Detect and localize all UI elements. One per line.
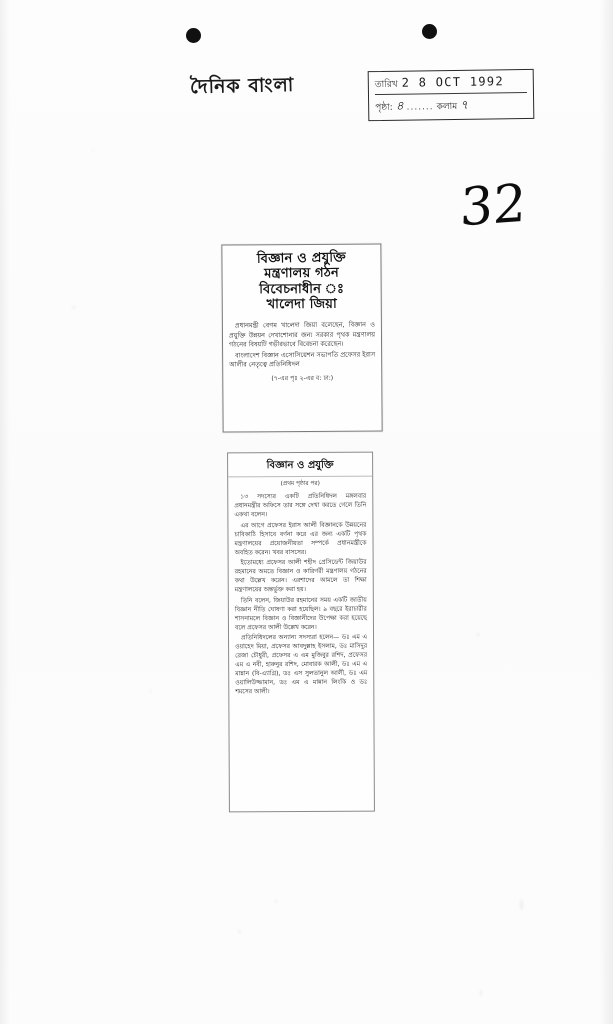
headline-line-2: মন্ত্রণালয় গঠন [264, 265, 340, 282]
scan-artifact [150, 690, 152, 692]
scan-artifact [92, 150, 94, 152]
headline-line-4: খালেদা জিয়া [266, 296, 337, 313]
stamp-dots-1: ....... [406, 102, 434, 113]
body-paragraph: তিনি বলেন, জিয়াউর রহমানের সময় একটি জাতীয় বিজ্ঞান নীতি ঘোষণা করা হয়েছিল। ৯ বছরে ইরাচারীর শাসনামলে বিজ্ঞান ও বিজ্ঞানীদের উপেক্ষা করা হয়েছে বলে প্রফেসর আলী উল্লেখ করেন। [234, 596, 367, 632]
scan-artifact [520, 900, 523, 910]
lede-paragraph: প্রধানমন্ত্রী বেগম খালেদা জিয়া বলেছেন, বিজ্ঞান ও প্রযুক্তি উন্নয়ন দেখাশোনার জন্য সরকার পৃথক মন্ত্রণালয় গঠনের বিষয়টি গভীরভাবে বিবেচনা করেছেন। [228, 320, 376, 349]
body-paragraph: এর আগে প্রফেসর ইরাস আলী বিজ্ঞানকে উন্নয়নের চাবিকাঠি হিসাবে বর্ণনা করে এর জন্য একটি পৃথক মন্ত্রণালয়ের প্রয়োজনীয়তা সম্পর্কে প্রধানমন্ত্রীকে অবহিত করেন। খবর বাসসের। [234, 521, 367, 556]
stamp-page-label: পৃষ্ঠা: [375, 102, 393, 114]
body-clipping-heading: বিজ্ঞান ও প্রযুক্তি [228, 453, 372, 478]
jump-note: (৭-এর পৃঃ ২-এর ব: ঢা:) [271, 374, 334, 382]
scan-artifact [480, 990, 482, 996]
stamp-column-value: ৭ [460, 97, 469, 112]
stamp-date-row [375, 74, 527, 95]
body-paragraph: ইতোমধ্যে প্রফেসর আলী শহীদ প্রেসিডেন্ট জিয়াউর রহমানের অমতে বিজ্ঞান ও কারিগরী মন্ত্রণালয় গঠনের কথা উল্লেখ করেন। এরশাদের আমলে তা শিক্ষা মন্ত্রণালয়ের অন্তর্ভুক্ত করা হয়। [234, 558, 367, 594]
headline-lede [223, 321, 381, 371]
headline-clipping [221, 243, 382, 432]
headline-block [222, 244, 380, 316]
body-clipping [227, 452, 375, 813]
punch-hole-left [186, 28, 201, 43]
body-clipping-subheading: (প্রথম পৃষ্ঠার পর) [280, 480, 320, 488]
handwritten-page-number: 32 [459, 173, 528, 239]
stamp-page-value: ৪ [395, 98, 404, 113]
punch-hole-right [422, 24, 437, 39]
body-paragraph: প্রতিনিধিদলের অন্যান্য সদস্যরা হলেন— ডঃ এম এ ওয়াহেদ মিয়া, প্রফেসর আবদুল্লাহ ইসলাম, ডঃ মাসিদুর রেজা চৌধুরী, প্রফেসর এ এম মুজিবুর রশিদ, প্রফেসর এম এ নবী, হারুনুর রশিদ, মোবারক আলী, ডঃ এম এ মান্নান (বি-এ্যাগ্রি), ডঃ এস সুলতানুল আলী, ডঃ এম ওয়ালিউজ্জামান, ডঃ এম এ মান্নান লিংকি ও ডঃ শমসের আলী। [235, 633, 368, 696]
body-paragraph: ১৩ সদস্যের একটি প্রতিনিধিদল মঙ্গলবার প্রধানমন্ত্রীর অফিসে তার সঙ্গে দেখা করতে গেলে তিনি একথা বলেন। [234, 492, 367, 519]
scan-artifact [238, 930, 241, 933]
body-clipping-column [228, 492, 373, 704]
headline-line-3: বিবেচনাধীন ঃ [259, 281, 345, 297]
stamp-date-value: 2 8 OCT 1992 [401, 74, 505, 90]
headline-line-1: বিজ্ঞান ও প্রযুক্তি [256, 250, 347, 267]
stamp-date-label: তারিখ [374, 79, 398, 91]
newspaper-masthead: দৈনিক বাংলা [189, 73, 295, 99]
date-stamp-box [368, 69, 535, 121]
lede-paragraph: বাংলাদেশ বিজ্ঞান এসোসিয়েশন সভাপতি প্রফেসর ইরাস আলীর নেতৃত্বে প্রতিনিধিদল [229, 350, 376, 369]
stamp-column-label: কলাম [436, 101, 458, 113]
stamp-page-row [375, 96, 527, 118]
